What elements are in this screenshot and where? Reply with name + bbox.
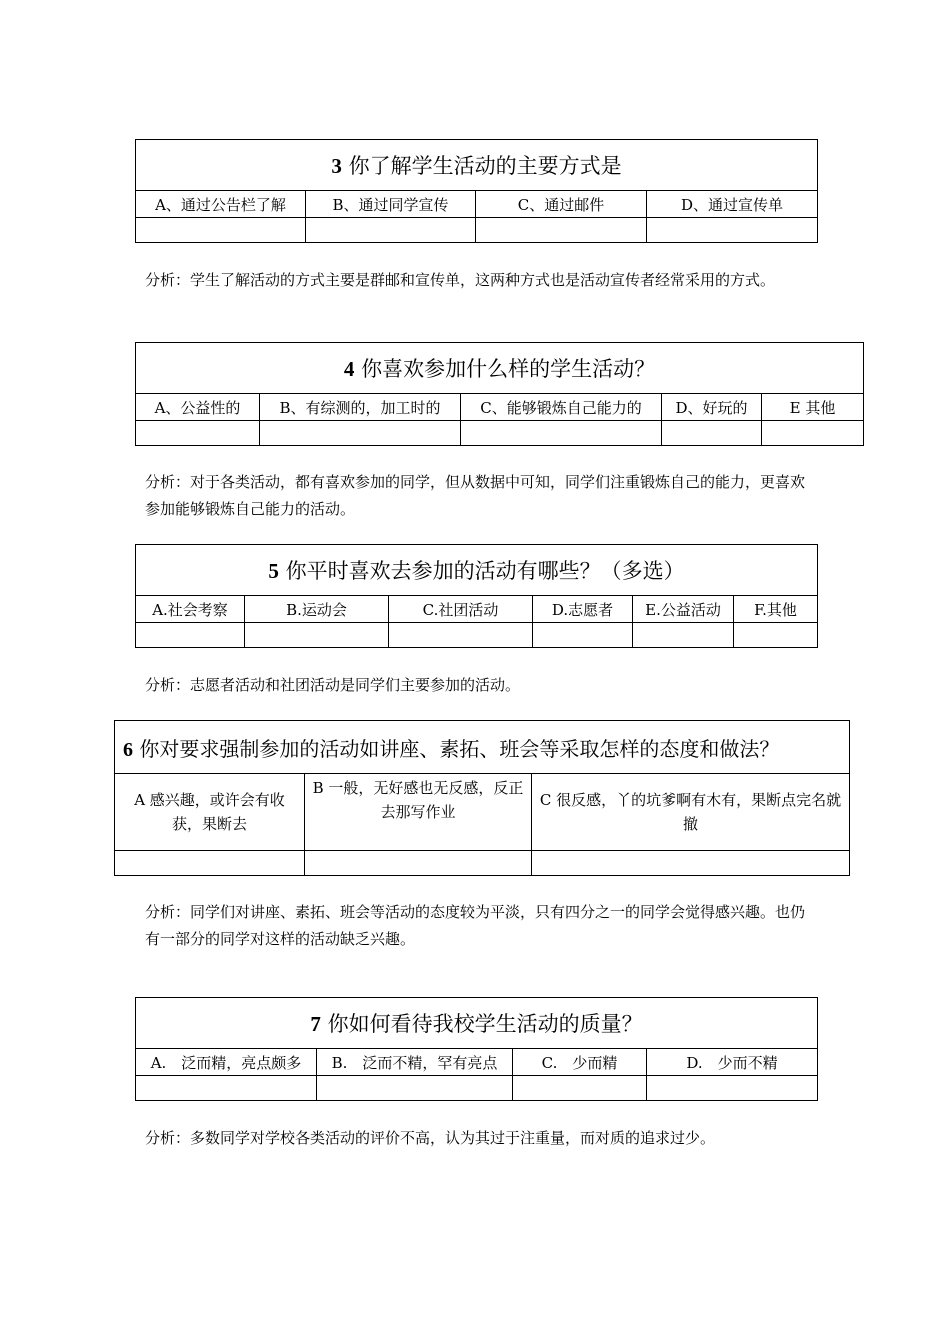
result-cell [136, 421, 260, 446]
result-cell [533, 623, 633, 648]
question-6-option-a: A 感兴趣，或许会有收获，果断去 [115, 774, 305, 851]
result-cell [136, 218, 306, 243]
result-cell [734, 623, 818, 648]
result-cell [647, 218, 818, 243]
question-5-option-f: F.其他 [734, 596, 818, 623]
question-5-option-e: E.公益活动 [633, 596, 734, 623]
question-5-table [135, 544, 818, 648]
question-6-title: 6 你对要求强制参加的活动如讲座、素拓、班会等采取怎样的态度和做法？ [115, 721, 850, 774]
result-cell [115, 851, 305, 876]
question-5-option-b: B.运动会 [245, 596, 389, 623]
result-cell [260, 421, 461, 446]
question-6-analysis: 分析：同学们对讲座、素拓、班会等活动的态度较为平淡，只有四分之一的同学会觉得感兴趣。也仍有一部分的同学对这样的活动缺乏兴趣。 [145, 903, 806, 948]
question-7-title: 7 你如何看待我校学生活动的质量？ [136, 998, 818, 1049]
result-cell [476, 218, 647, 243]
question-4-option-c: C、能够锻炼自己能力的 [461, 394, 662, 421]
result-cell [245, 623, 389, 648]
question-4-table [135, 342, 864, 446]
question-6-option-b: B 一般，无好感也无反感，反正去那写作业 [305, 774, 532, 851]
question-3-option-d: D、通过宣传单 [647, 191, 818, 218]
question-3-option-b: B、通过同学宣传 [306, 191, 476, 218]
result-cell [389, 623, 533, 648]
question-5-option-a: A.社会考察 [136, 596, 245, 623]
question-3-option-a: A、通过公告栏了解 [136, 191, 306, 218]
question-4-option-d: D、好玩的 [662, 394, 762, 421]
result-cell [461, 421, 662, 446]
question-7-option-c: C. 少而精 [513, 1049, 647, 1076]
result-cell [136, 1076, 317, 1101]
result-cell [306, 218, 476, 243]
question-4-option-b: B、有综测的，加工时的 [260, 394, 461, 421]
question-7-option-d: D. 少而不精 [647, 1049, 818, 1076]
question-6-table [114, 720, 850, 876]
question-4-title: 4 你喜欢参加什么样的学生活动？ [136, 343, 864, 394]
question-4-analysis: 分析：对于各类活动，都有喜欢参加的同学，但从数据中可知，同学们注重锻炼自己的能力，更喜欢参加能够锻炼自己能力的活动。 [145, 473, 806, 518]
question-7-table [135, 997, 818, 1101]
result-cell [633, 623, 734, 648]
question-5-analysis: 分析：志愿者活动和社团活动是同学们主要参加的活动。 [145, 676, 521, 694]
question-6-option-c: C 很反感，丫的坑爹啊有木有，果断点完名就撤 [532, 774, 850, 851]
result-cell [532, 851, 850, 876]
question-4-option-a: A、公益性的 [136, 394, 260, 421]
question-5-title: 5 你平时喜欢去参加的活动有哪些？（多选） [136, 545, 818, 596]
question-7-option-b: B. 泛而不精，罕有亮点 [317, 1049, 513, 1076]
result-cell [136, 623, 245, 648]
result-cell [305, 851, 532, 876]
question-3-option-c: C、通过邮件 [476, 191, 647, 218]
result-cell [317, 1076, 513, 1101]
question-7-option-a: A. 泛而精，亮点颇多 [136, 1049, 317, 1076]
question-3-title: 3 你了解学生活动的主要方式是 [136, 140, 818, 191]
result-cell [662, 421, 762, 446]
question-5-option-d: D.志愿者 [533, 596, 633, 623]
question-5-option-c: C.社团活动 [389, 596, 533, 623]
question-3-analysis: 分析：学生了解活动的方式主要是群邮和宣传单，这两种方式也是活动宣传者经常采用的方式。 [145, 271, 776, 289]
result-cell [647, 1076, 818, 1101]
question-4-option-e: E 其他 [762, 394, 864, 421]
result-cell [762, 421, 864, 446]
result-cell [513, 1076, 647, 1101]
question-7-analysis: 分析：多数同学对学校各类活动的评价不高，认为其过于注重量，而对质的追求过少。 [145, 1129, 716, 1147]
question-3-table [135, 139, 818, 243]
